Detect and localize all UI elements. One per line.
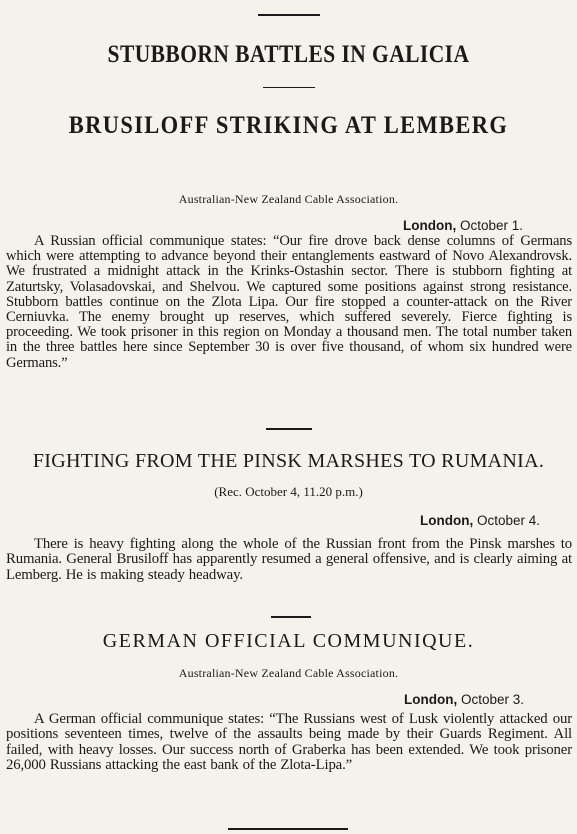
section3-dateline-place: London,: [404, 692, 458, 707]
section-rule-1: [266, 428, 312, 430]
credit-text: Australian-New Zealand Cable Association.: [178, 192, 399, 206]
section3-credit-line: [0, 666, 577, 681]
headline-top: STUBBORN BATTLES IN GALICIA: [107, 41, 470, 68]
section3-body: A German official communique states: “The Russians west of Lusk violently attacked our positions seventeen times, twelve of the assaults being made by their Guards Regiment. All failed, with heavy losses. Our success north of Graberka has been extended. We took prisoner 26,000 Russians attacking the east bank of the Zlota-Lipa.”: [6, 711, 572, 774]
dateline-date: October 1.: [460, 218, 524, 233]
bottom-rule: [228, 828, 348, 830]
section2-body: There is heavy fighting along the whole of the Russian front from the Pinsk marshes to Rumania. General Brusiloff has apparently resumed a general offensive, and is clearly aiming at Lemberg. He is making steady headway.: [6, 536, 572, 583]
headline-divider: [263, 87, 315, 88]
section3-heading: GERMAN OFFICIAL COMMUNIQUE.: [102, 630, 475, 652]
section3-credit-text: Australian-New Zealand Cable Association.: [178, 666, 399, 680]
section2-dateline-place: London,: [420, 513, 474, 528]
section2-dateline-date: October 4.: [477, 513, 541, 528]
section-rule-2: [271, 616, 311, 618]
received-line: (Rec. October 4, 11.20 p.m.): [214, 484, 363, 499]
article-body: A Russian official communique states: “Our fire drove back dense columns of Germans which were attempting to advance beyond their entanglements eastward of Novo Alexandrovsk. We frustrated a midnight attack in the Krinks-Ostashin sector. There is stubborn fighting at Zaturtsky, Volasadovskai, and Shelvou. We captured some positions against strong resistance. Stubborn battles continue on the Zlota Lipa. Our fire stopped a counter-attack on the River Cerniuvka. The enemy brought up reserves, which suffered severely. Fierce fighting is proceeding. We took prisoner in this region on Monday a thousand men. The total number taken in the three battles here since September 30 is over five thousand, of whom six hundred were Germans.”: [6, 233, 572, 371]
dateline-place: London,: [403, 218, 457, 233]
credit-line: [0, 192, 577, 207]
top-rule: [258, 14, 320, 16]
section2-heading: FIGHTING FROM THE PINSK MARSHES TO RUMANIA.: [32, 450, 545, 472]
section2-dateline: [420, 513, 540, 528]
dateline: [403, 218, 523, 233]
section3-dateline: [404, 692, 524, 707]
section3-dateline-date: October 3.: [461, 692, 525, 707]
headline-main: BRUSILOFF STRIKING AT LEMBERG: [68, 112, 509, 139]
